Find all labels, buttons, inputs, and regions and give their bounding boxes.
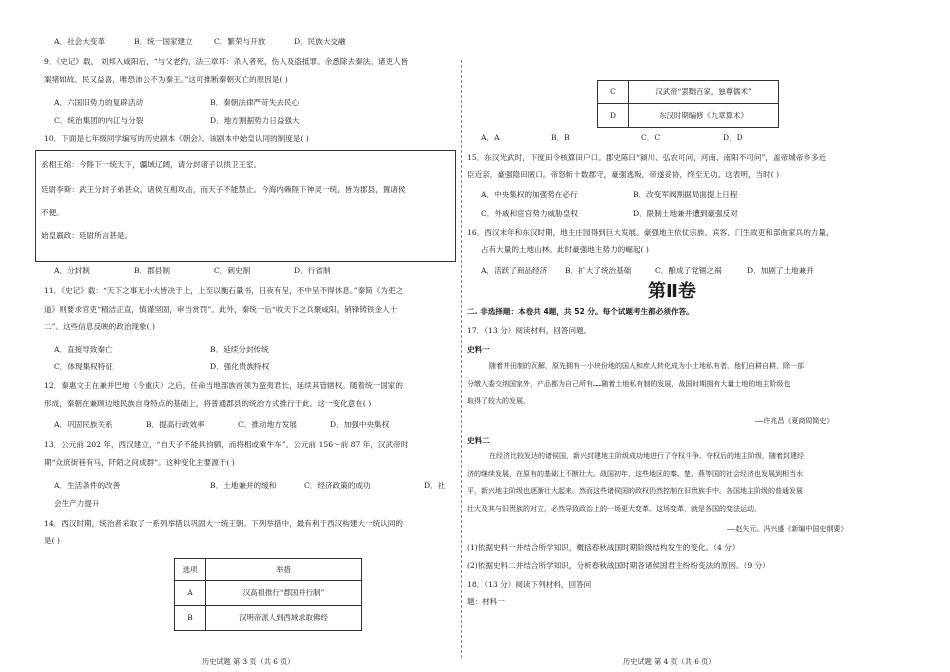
material1-line2: 分缴入委交纳国家外，产品都为自己所有……随着土地私有制的发展，战国时期拥有大量土地的地主阶级也 [467,380,791,388]
q10-box-line1: 丞相王绾：今陛下一统天下，疆域辽阔，请分封诸子以拱卫王室。 [41,160,262,169]
table-cell: A [175,581,206,606]
q12-option-c: C．推动地方发展 [238,420,297,429]
q8-option-a: A．社会大变革 [54,37,106,46]
q11-option-d: D．强化贵族特权 [210,362,270,371]
table-cell: C [598,81,629,104]
q9-line1: 9．《史记》载， 刘邦入咸阳后，“与父老约，法三章耳：杀人者死，伤人及盗抵罪。余悉除去秦法。诸吏人皆 [44,57,409,66]
q18-heading: 18．（13 分）阅读下列材料，回答问 [467,580,592,589]
q13-option-d: D．社 [424,481,446,490]
material2-line3: 平，新兴地主阶级也逐渐壮大起来。然而这些诸侯国的政权仍然控制在旧贵族手中。各国地主阶级的普通发展 [467,487,803,495]
q18-material-label: 题：材料一 [467,597,505,606]
q11-option-c: C．体现集权特征 [54,362,113,371]
q13-option-b: B．土地兼并的缓和 [210,481,277,490]
q12-line2: 形成，秦朝在兼顾边地民族自身特点的基础上，将普通郡县的统治方式推行于此。这一变化意在( ) [44,399,372,408]
q13-option-c: C．经济政策的成功 [304,481,371,490]
material2-line4: 壮大及其与旧贵族的对立，必然导致政治上的一场更大变革。这场变革，就是各国的变法运动。 [467,505,761,513]
q14-table-continued [597,80,779,128]
q14-line1: 14．西汉时期，统治者采取了一系列举措以巩固大一统王朝。下列举措中，最有利于西汉构建大一统认同的 [44,519,403,528]
q15-option-d: D．限制土地兼并遭到豪强反对 [633,209,738,218]
material2-source: ——赵矢元、冯兴盛《新编中国史纲要》 [727,525,848,533]
q15-line1: 15．东汉光武时，下度田令核算田户口。郡史陈曰“颍川、弘农可问，河南、南阳不可问”，盖帝城帝乡多近 [467,153,827,162]
part2-instructions: 二. 非选择题：本卷共 4题，共 52 分。每个试题考生都必须作答。 [467,307,694,316]
q8-option-c: C．繁荣与开放 [214,37,266,46]
material1-source: ——许兆昌《夏商周简史》 [755,417,834,425]
q16-option-d: D．加剧了土地兼并 [747,266,814,275]
table-cell: 汉明帝派人到西域求取佛经 [206,606,362,631]
material2-line1: 在经济比较发达的诸侯国，新兴封建地主阶级成功地进行了夺权斗争。夺权后的地主阶级，随着封建经 [489,452,804,460]
table-cell: 汉武帝“罢黜百家，独尊儒术” [629,81,779,104]
right-page-footer: 历史试题 第 4 页（共 6 页） [623,657,716,666]
material1-label: 史料一 [467,345,490,354]
q9-line2: 案堵如故。民又益喜，唯恐沛公不为秦王。”这可推断秦朝灭亡的原因是( ) [44,75,288,84]
q9-option-c: C．统治集团的内讧与分裂 [54,116,144,125]
q12-option-b: B．提高行政效率 [146,420,205,429]
q13-option-a: A．生活条件的改善 [54,481,121,490]
table-cell: 汉高祖推行“郡国并行制” [206,581,362,606]
q15-line2: 臣近亲，豪强隐田匿口。帝怒斩十数郡守，豪强逃叛，帝遂妥协，终至无功。这表明，当时( ) [467,170,780,179]
q16-option-a: A．活跃了商品经济 [481,266,548,275]
q14-option-b: B．B [551,133,570,142]
q10-box-line3: 不便。 [41,208,64,217]
q13-line1: 13．公元前 202 年，西汉建立，“自天子不能具钧驷，而将相或乘牛车”。公元前 156～前 87 年，汉武帝时 [44,440,409,449]
left-page [42,0,460,672]
table-cell: B [175,606,206,631]
material1-line3: 取得了较大的发展。 [467,397,530,405]
right-page [465,0,890,672]
q8-option-d: D．民族大交融 [294,37,346,46]
q11-line2: 道》则要求官吏“精洁正直，慎谨坚固，审当赏罚”。此外，秦统一后“收天下之兵聚咸阳，销锋铸铁金人十 [44,305,398,314]
q10-box-line4: 始皇嬴政：廷尉所言甚是。 [41,231,133,240]
left-page-footer: 历史试题 第 3 页（共 6 页） [202,657,295,666]
q15-option-b: B．改变军阀割据局面提上日程 [633,190,738,199]
q10-option-b: B．郡县制 [134,266,170,275]
q14-table-header-measure: 举措 [206,559,362,581]
q17-subquestion-2: (2)依据史料二并结合所学知识，分析春秋战国时期各诸侯国君主纷纷变法的原因。（9 分） [467,561,770,570]
q14-option-c: C．C [641,133,661,142]
q14-table [174,558,362,631]
q10-line: 10．下面是七年级同学编写的历史剧本《朝会》。该剧本中始皇认同的制度是( ) [44,134,309,143]
q11-line3: 二”。这些信息反映的政治现象( ) [44,322,155,331]
q15-option-c: C．外戚和宦官势力威胁皇权 [481,209,578,218]
q13-line2: 期“众庶街巷有马，阡陌之间成群”。这种变化主要源于( ) [44,458,235,467]
page-divider [461,60,462,658]
q16-line2: 占有大量的土地山林。此时豪强地主势力的崛起( ) [481,245,649,254]
q15-option-a: A．中央集权的加强势在必行 [481,190,578,199]
q11-option-b: B．延续分封传统 [210,345,269,354]
q16-option-b: B．扩大了统治基础 [565,266,632,275]
q9-option-a: A．六国旧势力的复辟活动 [54,98,144,107]
q14-option-d: D．D [723,133,743,142]
q16-option-c: C．酿成了党锢之祸 [655,266,722,275]
q8-option-b: B．统一国家建立 [134,37,193,46]
material1-line1: 随着井田制的瓦解，原先拥有一小块份地的国人和庶人转化成为小土地私有者，他们自耕自耕，除一部 [489,362,804,370]
q10-option-c: C．刺史制 [214,266,251,275]
q11-line1: 11．《史记》载：“天下之事无小大皆决于上，上至以衡石量书，日夜有呈，不中呈不得休息。”秦简《为吏之 [44,286,404,295]
part2-title: 第Ⅱ卷 [648,281,696,302]
q12-option-a: A．巩固民族关系 [54,420,113,429]
q10-script-box [35,150,456,262]
q10-box-line2: 廷尉李斯：武王分封子弟甚众，诸侯互相攻击，而天子不能禁止。今海内赖陛下神灵一统，皆为郡县，置诸侯 [41,185,406,194]
q9-option-d: D．地方割据势力日益强大 [210,116,300,125]
q14-table-header-option: 选项 [175,559,206,581]
q17-subquestion-1: (1)依据史料一并结合所学知识，概括春秋战国时期阶级结构发生的变化。（4 分） [467,543,740,552]
q16-line1: 16．西汉末年和东汉时期，地主庄园得到巨大发展。豪强地主依仗宗族、宾客、门生故吏和部曲家兵的力量， [467,228,834,237]
q11-option-a: A．直接导致秦亡 [54,345,113,354]
q9-option-b: B．秦朝法律严苛失去民心 [210,98,300,107]
q14-option-a: A．A [481,133,500,142]
q10-option-a: A．分封制 [54,266,90,275]
table-cell: 东汉时期编修《九章算术》 [629,104,779,128]
q10-option-d: D．行省制 [294,266,331,275]
table-cell: D [598,104,629,128]
material2-label: 史料二 [467,436,490,445]
q12-line1: 12．秦惠文王在兼并巴地（今重庆）之后，任命当地部族首领为蛮夷君长，延续其管辖权。随着统一国家的 [44,381,403,390]
q14-line2: 是( ) [44,536,60,545]
material2-line2: 济的继续发展，在原有的基础上不断壮大。战国初年，这些地区的秦、楚、燕等国的社会经济也发展到相当水 [467,470,803,478]
q17-heading: 17．（13 分）阅读材料，回答问题。 [467,326,592,335]
q12-option-d: D．加强中央集权 [330,420,390,429]
q13-option-d-cont: 会生产力提升 [54,499,100,508]
